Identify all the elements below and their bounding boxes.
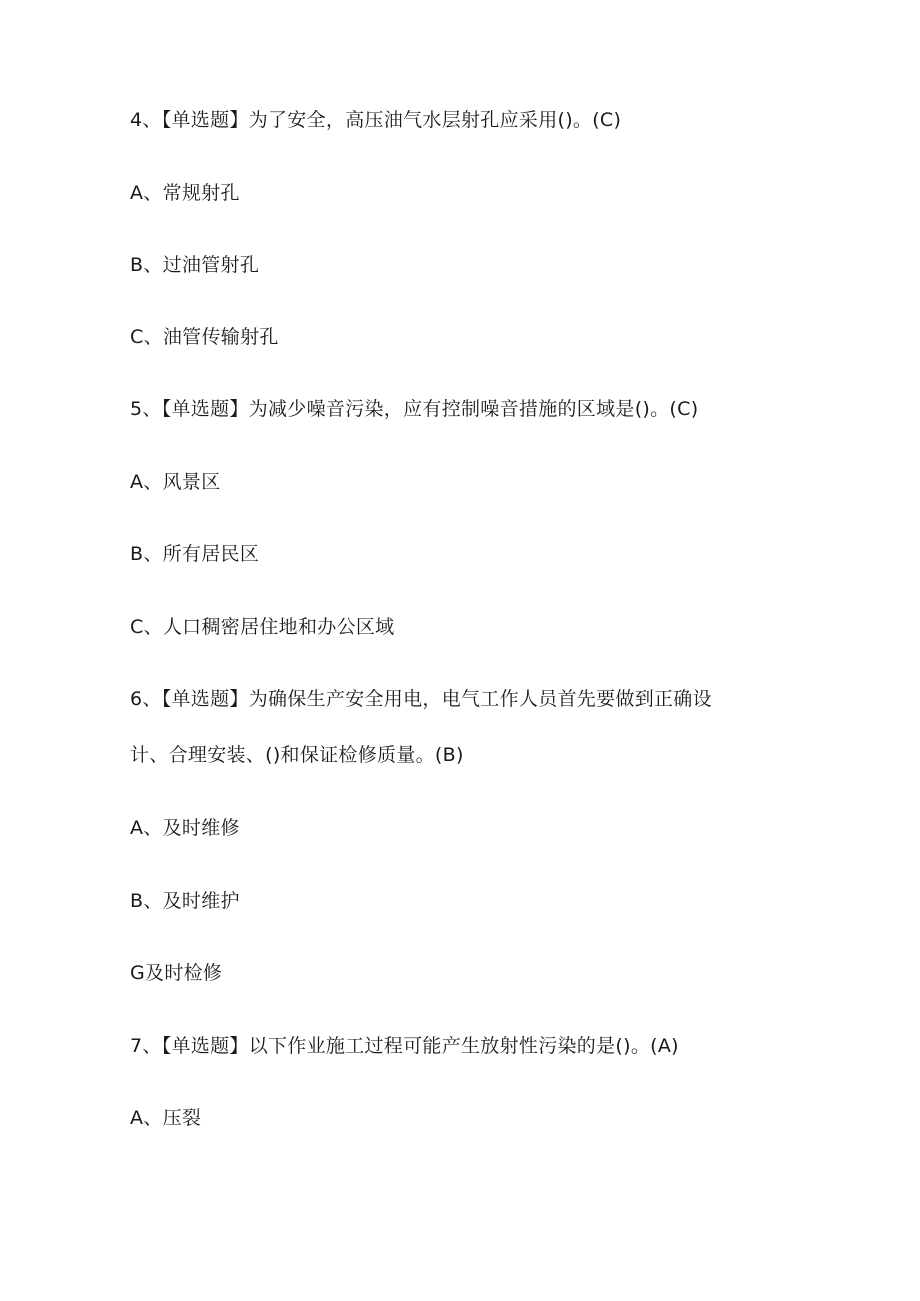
question-5-option-a: A、风景区	[130, 471, 221, 493]
question-6-option-c: G及时检修	[130, 962, 223, 984]
question-4-option-c: C、油管传输射孔	[130, 326, 279, 348]
question-7-option-a: A、压裂	[130, 1107, 202, 1129]
question-5-stem: 5、【单选题】为减少噪音污染，应有控制噪音措施的区域是()。(C)	[130, 398, 699, 420]
question-6-option-b: B、及时维护	[130, 890, 240, 912]
question-6-stem: 6、【单选题】为确保生产安全用电，电气工作人员首先要做到正确设	[130, 688, 712, 710]
question-5-option-c: C、人口稠密居住地和办公区域	[130, 616, 395, 638]
question-5-option-b: B、所有居民区	[130, 543, 260, 565]
question-6-option-a: A、及时维修	[130, 817, 240, 839]
question-4-option-b: B、过油管射孔	[130, 254, 260, 276]
question-7-stem: 7、【单选题】以下作业施工过程可能产生放射性污染的是()。(A)	[130, 1035, 679, 1057]
question-4-stem: 4、【单选题】为了安全，高压油气水层射孔应采用()。(C)	[130, 109, 622, 131]
question-4-option-a: A、常规射孔	[130, 182, 240, 204]
question-6-stem-continued: 计、合理安装、()和保证检修质量。(B)	[130, 744, 464, 766]
